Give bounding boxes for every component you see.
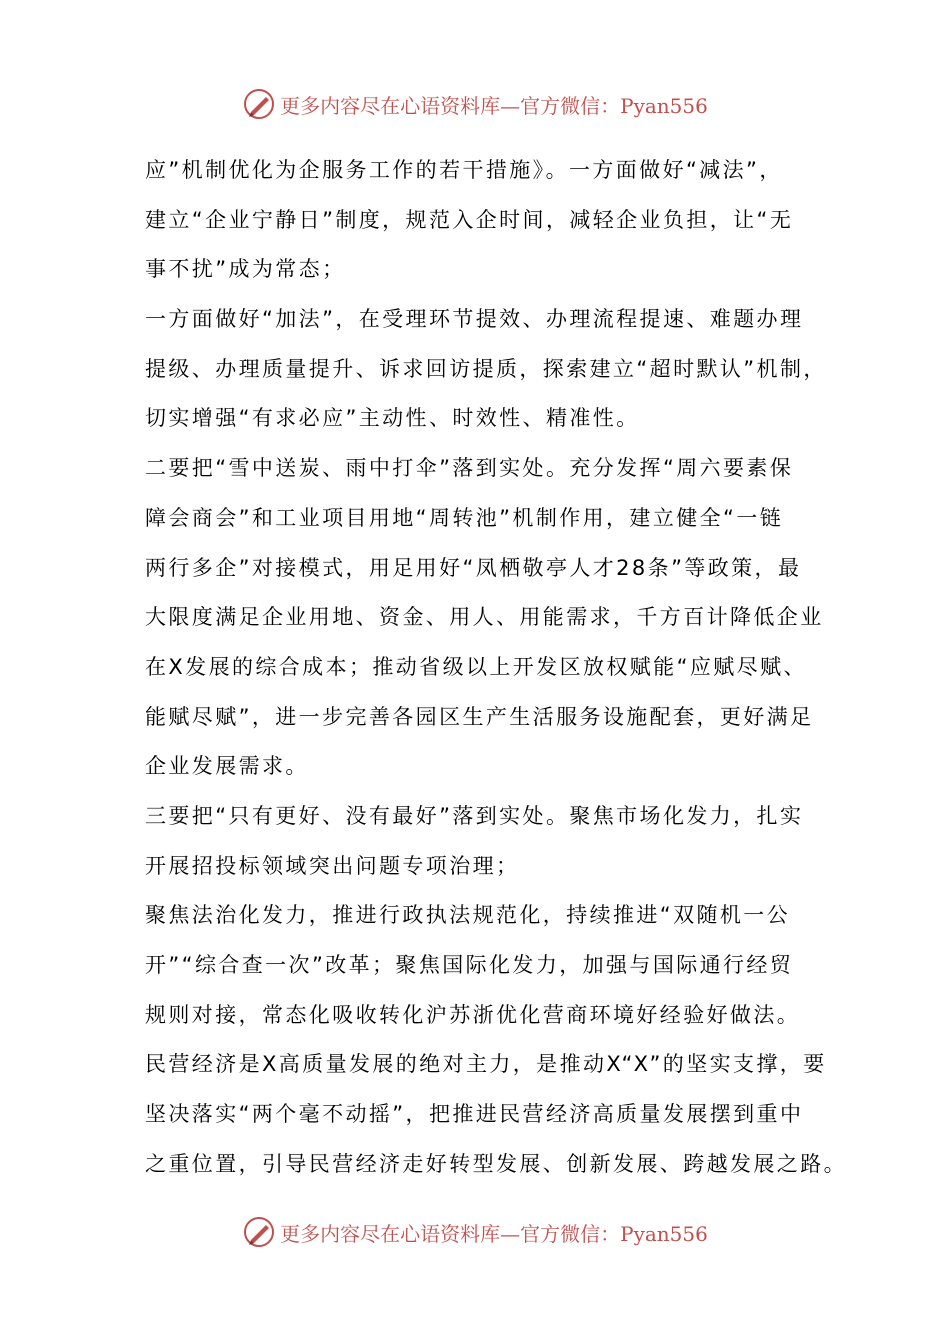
text-line: 坚决落实“两个毫不动摇”，把推进民营经济高质量发展摆到重中 <box>145 1102 804 1127</box>
watermark-text: 更多内容尽在心语资料库—官方微信：Pyan556 <box>280 1221 708 1246</box>
footer-watermark <box>0 1212 950 1252</box>
text-line: 之重位置，引导民营经济走好转型发展、创新发展、跨越发展之路。 <box>145 1151 847 1176</box>
text-line: 能赋尽赋”，进一步完善各园区生产生活服务设施配套，更好满足 <box>145 704 814 729</box>
text-line: 企业发展需求。 <box>145 754 309 779</box>
text-line: 提级、办理质量提升、诉求回访提质，探索建立“超时默认”机制， <box>145 356 827 381</box>
text-line: 建立“企业宁静日”制度，规范入企时间，减轻企业负担，让“无 <box>145 207 794 232</box>
text-line: 事不扰”成为常态； <box>145 257 346 282</box>
text-line: 切实增强“有求必应”主动性、时效性、精准性。 <box>145 406 640 431</box>
text-line: 两行多企”对接模式，用足用好“凤栖敬亭人才28条”等政策，最 <box>145 555 802 580</box>
text-line: 大限度满足企业用地、资金、用人、用能需求，千方百计降低企业 <box>145 605 824 630</box>
text-line: 二要把“雪中送炭、雨中打伞”落到实处。充分发挥“周六要素保 <box>145 456 794 481</box>
pen-logo-icon <box>242 1215 276 1249</box>
text-line: 开”“综合查一次”改革；聚焦国际化发力，加强与国际通行经贸 <box>145 953 794 977</box>
text-line: 民营经济是X高质量发展的绝对主力，是推动X“X”的坚实支撑，要 <box>145 1052 827 1077</box>
text-line: 应”机制优化为企服务工作的若干措施》。一方面做好“减法”， <box>145 158 783 182</box>
text-line: 障会商会”和工业项目用地“周转池”机制作用，建立健全“一链 <box>145 505 784 530</box>
text-line: 规则对接，常态化吸收转化沪苏浙优化营商环境好经验好做法。 <box>145 1002 801 1027</box>
document-body <box>145 150 847 1193</box>
text-line: 三要把“只有更好、没有最好”落到实处。聚焦市场化发力，扎实 <box>145 803 804 828</box>
text-line: 聚焦法治化发力，推进行政执法规范化，持续推进“双随机一公 <box>145 903 791 928</box>
text-line: 开展招投标领域突出问题专项治理； <box>145 853 520 878</box>
pen-logo-icon <box>242 87 276 121</box>
text-line: 一方面做好“加法”，在受理环节提效、办理流程提速、难题办理 <box>145 307 804 332</box>
watermark-text: 更多内容尽在心语资料库—官方微信：Pyan556 <box>280 93 708 118</box>
text-line: 在X发展的综合成本；推动省级以上开发区放权赋能“应赋尽赋、 <box>145 654 807 679</box>
header-watermark <box>0 84 950 124</box>
